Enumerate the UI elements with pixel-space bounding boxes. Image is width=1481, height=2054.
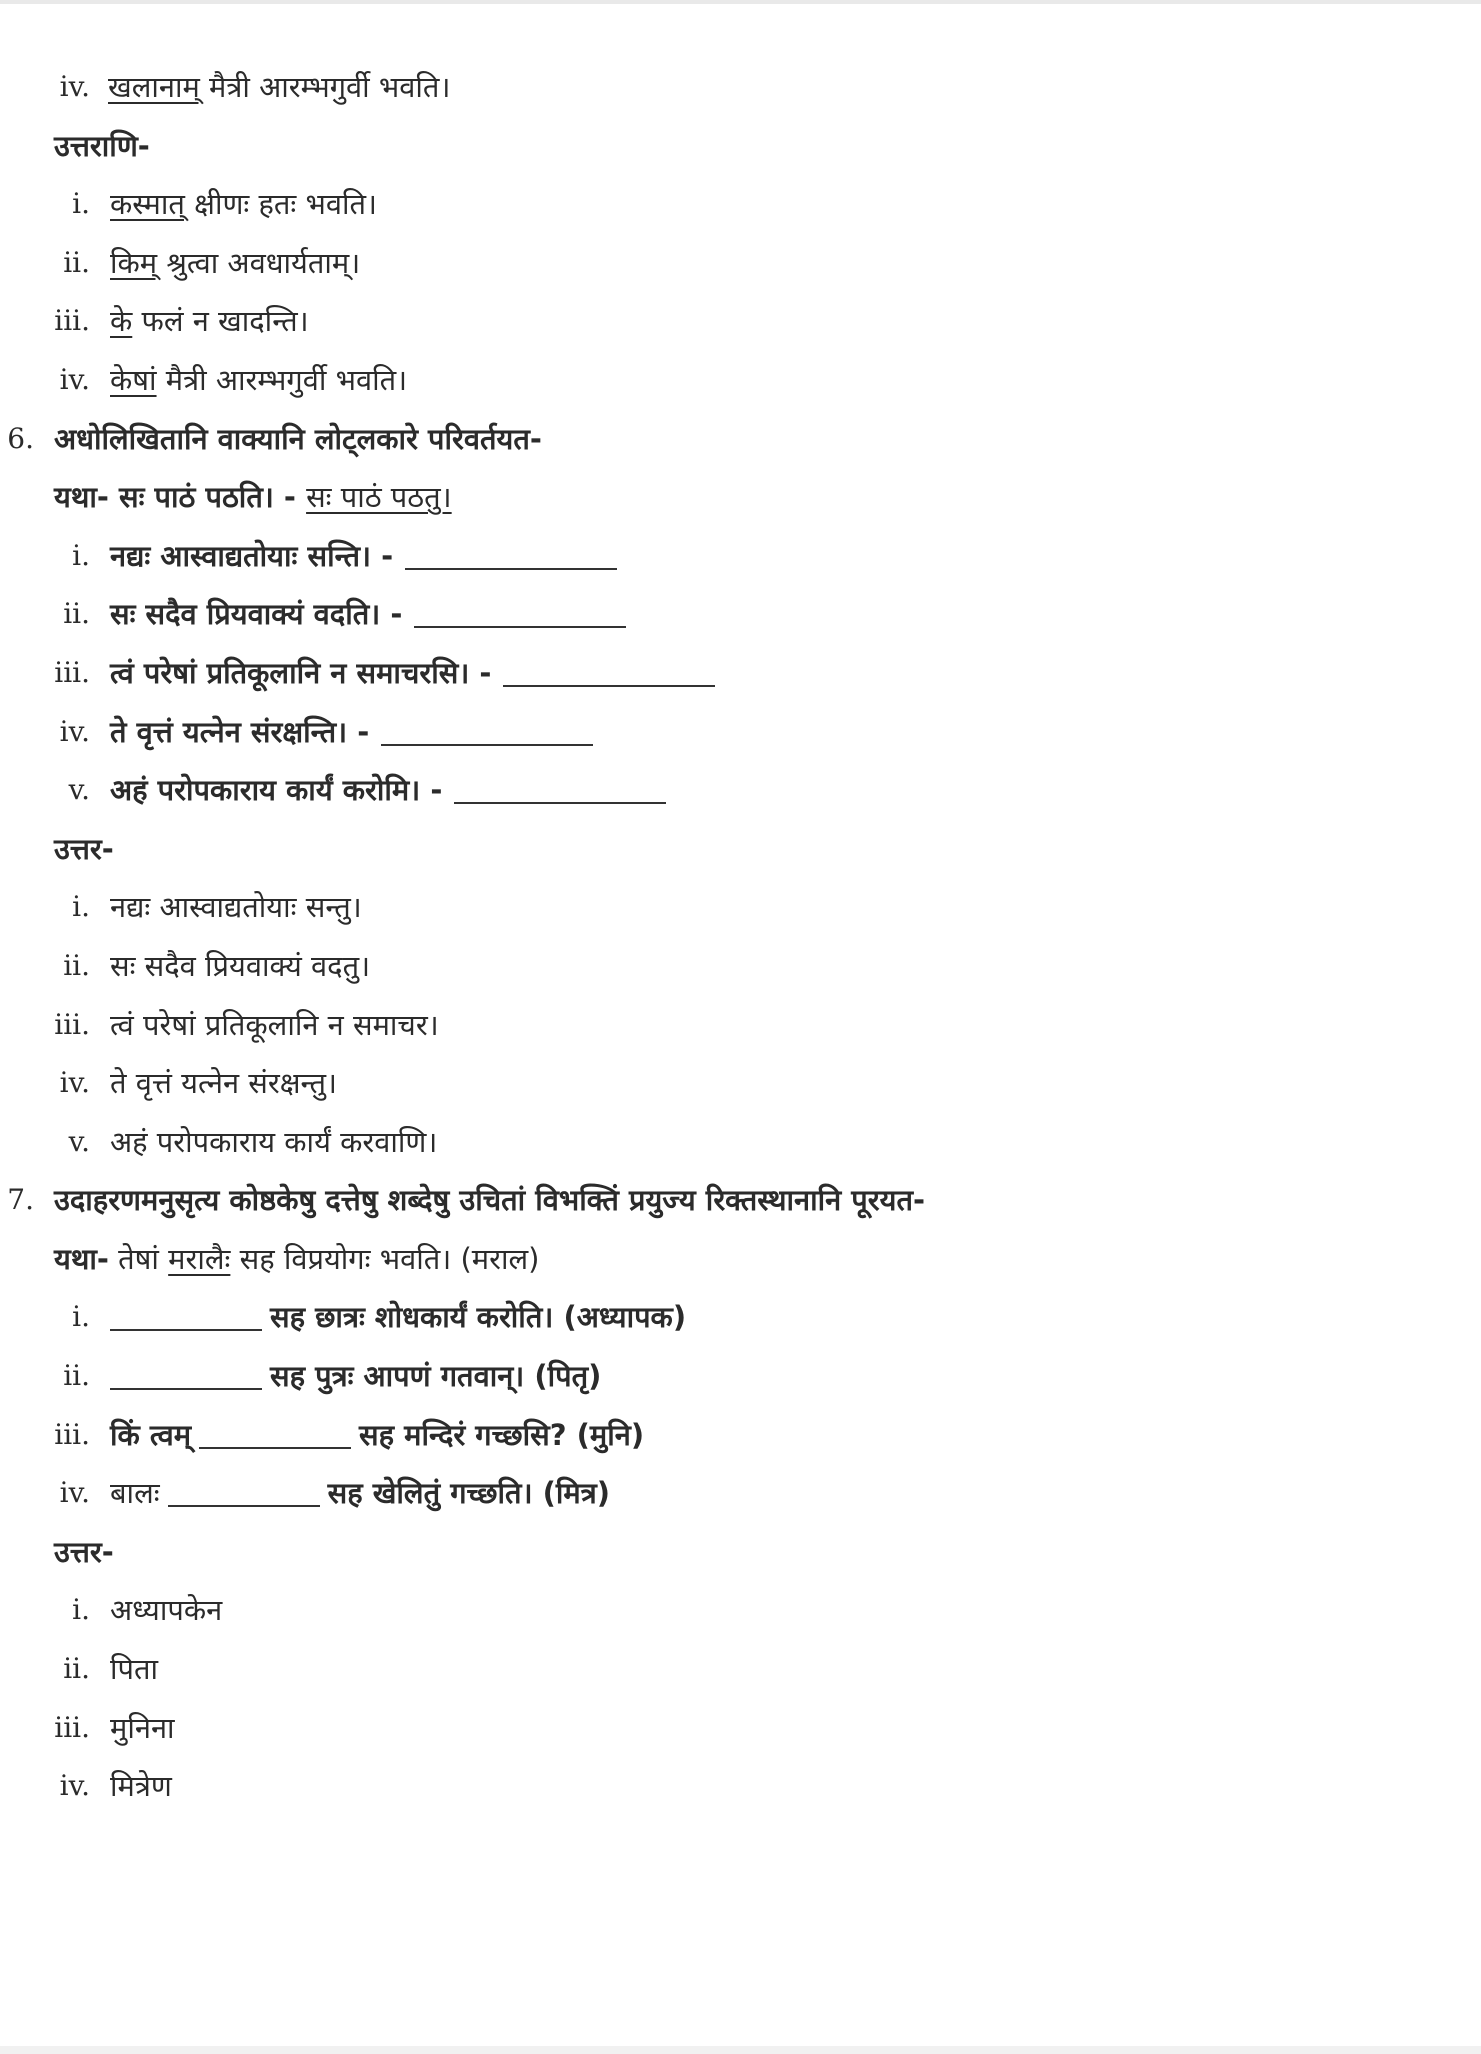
answer-blank [381, 744, 593, 746]
answer-text: अहं परोपकाराय कार्यं करवाणि। [110, 1124, 438, 1159]
sentence-text: क्षीणः हतः भवति। [184, 187, 378, 222]
item-number: iii. [54, 1007, 90, 1041]
question-heading: अधोलिखितानि वाक्यानि लोट्लकारे परिवर्तयत- [54, 421, 542, 456]
q7-answer-2 [0, 1640, 1481, 1699]
underlined-word: के [110, 304, 133, 339]
item-number: iv. [59, 1476, 90, 1510]
q7-answer-4 [0, 1757, 1481, 1816]
q7-item-4: iv. बालः सह खेलितुं गच्छति। (मित्र) [0, 1464, 1481, 1523]
q5-item-4 [0, 58, 1481, 117]
item-number: i. [72, 1300, 90, 1334]
q6-heading-line [0, 410, 1481, 469]
item-number: iii. [54, 1417, 90, 1451]
q7-item-3: iii. किं त्वम् सह मन्दिरं गच्छसि? (मुनि) [0, 1406, 1481, 1465]
q6-answer-2 [0, 937, 1481, 996]
answer-text: मित्रेण [110, 1769, 172, 1804]
q7-answer-3 [0, 1699, 1481, 1758]
item-number: iii. [54, 655, 90, 689]
item-number: iv. [59, 362, 90, 396]
item-number: ii. [63, 948, 90, 982]
item-number: ii. [63, 597, 90, 631]
q6-item-5 [0, 761, 1481, 820]
item-number: iii. [54, 304, 90, 338]
item-text: अहं परोपकाराय कार्यं करोमि। - [110, 773, 443, 808]
q7-item-1: i. सह छात्रः शोधकार्यं करोति। (अध्यापक) [0, 1288, 1481, 1347]
question-number: 6. [7, 421, 34, 455]
answer-text: अध्यापकेन [110, 1593, 223, 1628]
item-number: iii. [54, 1710, 90, 1744]
answer-text: त्वं परेषां प्रतिकूलानि न समाचर। [110, 1007, 439, 1042]
sentence-text: श्रुत्वा अवधार्यताम्। [157, 245, 361, 280]
q6-answers-heading: उत्तर- [54, 831, 114, 866]
underlined-word: किम् [110, 245, 158, 280]
q7-heading-line [0, 1171, 1481, 1230]
underlined-word: कस्मात् [110, 187, 185, 222]
document-page [0, 58, 1481, 1816]
q7-answer-1 [0, 1581, 1481, 1640]
q7-answers-heading: उत्तर- [54, 1534, 114, 1569]
q6-item-3 [0, 644, 1481, 703]
example-underlined: मरालैः [168, 1241, 231, 1276]
sentence-text: फलं न खादन्ति। [132, 304, 309, 339]
answer-blank [414, 626, 626, 628]
item-number: i. [72, 538, 90, 572]
item-text: ते वृत्तं यत्नेन संरक्षन्ति। - [110, 714, 370, 749]
answer-blank [110, 1329, 262, 1331]
top-border [0, 0, 1481, 4]
item-number: i. [72, 890, 90, 924]
bottom-border [0, 2046, 1481, 2054]
q6-item-1 [0, 527, 1481, 586]
example-answer: सः पाठं पठतु। [306, 480, 452, 515]
answer-blank [454, 802, 666, 804]
item-number: iv. [59, 714, 90, 748]
q7-item-2: ii. सह पुत्रः आपणं गतवान्। (पितृ) [0, 1347, 1481, 1406]
item-number: iv. [59, 1769, 90, 1803]
q6-answer-4 [0, 1054, 1481, 1113]
q7-example: यथा- तेषां मरालैः सह विप्रयोगः भवति। (मराल) [54, 1241, 540, 1276]
item-text: त्वं परेषां प्रतिकूलानि न समाचरसि। - [110, 655, 492, 690]
example-label: यथा- [54, 1241, 109, 1276]
answer-blank [405, 568, 617, 570]
answer-blank [199, 1447, 351, 1449]
example-prefix: यथा- सः पाठं पठति। - [54, 480, 307, 515]
q6-item-4 [0, 703, 1481, 762]
answer-blank [168, 1505, 320, 1507]
answer-text: सः सदैव प्रियवाक्यं वदतु। [110, 948, 371, 983]
q5-answer-3 [0, 292, 1481, 351]
answer-text: ते वृत्तं यत्नेन संरक्षन्तु। [110, 1066, 337, 1101]
q6-answer-5 [0, 1113, 1481, 1172]
item-number: ii. [63, 1652, 90, 1686]
question-heading: उदाहरणमनुसृत्य कोष्ठकेषु दत्तेषु शब्देषु उचितां विभक्तिं प्रयुज्य रिक्तस्थानानि पूरयत- [54, 1183, 926, 1218]
q5-answers-heading: उत्तराणि- [54, 128, 150, 163]
q6-answer-3 [0, 996, 1481, 1055]
item-text: सः सदैव प्रियवाक्यं वदति। - [110, 597, 403, 632]
answer-blank [503, 685, 715, 687]
item-number: iv. [59, 1066, 90, 1100]
item-text: नद्यः आस्वाद्यतोयाः सन्ति। - [110, 538, 394, 573]
item-number: ii. [63, 1359, 90, 1393]
item-number: v. [68, 1124, 90, 1158]
q6-answer-1 [0, 878, 1481, 937]
item-number: v. [68, 773, 90, 807]
q5-answer-2 [0, 234, 1481, 293]
item-number: i. [72, 187, 90, 221]
answer-text: नद्यः आस्वाद्यतोयाः सन्तु। [110, 890, 362, 925]
item-number: ii. [63, 245, 90, 279]
sentence-text: मैत्री आरम्भगुर्वी भवति। [199, 70, 451, 104]
answer-text: मुनिना [110, 1710, 175, 1745]
item-number: i. [72, 1593, 90, 1627]
question-number: 7. [7, 1183, 34, 1217]
item-number: iv. [59, 70, 90, 103]
sentence-text: मैत्री आरम्भगुर्वी भवति। [156, 362, 408, 397]
answer-text: पिता [110, 1652, 159, 1687]
underlined-word: खलानाम् [108, 70, 200, 104]
q6-example [0, 468, 1481, 527]
q5-answer-1 [0, 175, 1481, 234]
answer-blank [110, 1388, 262, 1390]
q6-item-2 [0, 585, 1481, 644]
q5-answer-4 [0, 351, 1481, 410]
underlined-word: केषां [110, 362, 157, 397]
